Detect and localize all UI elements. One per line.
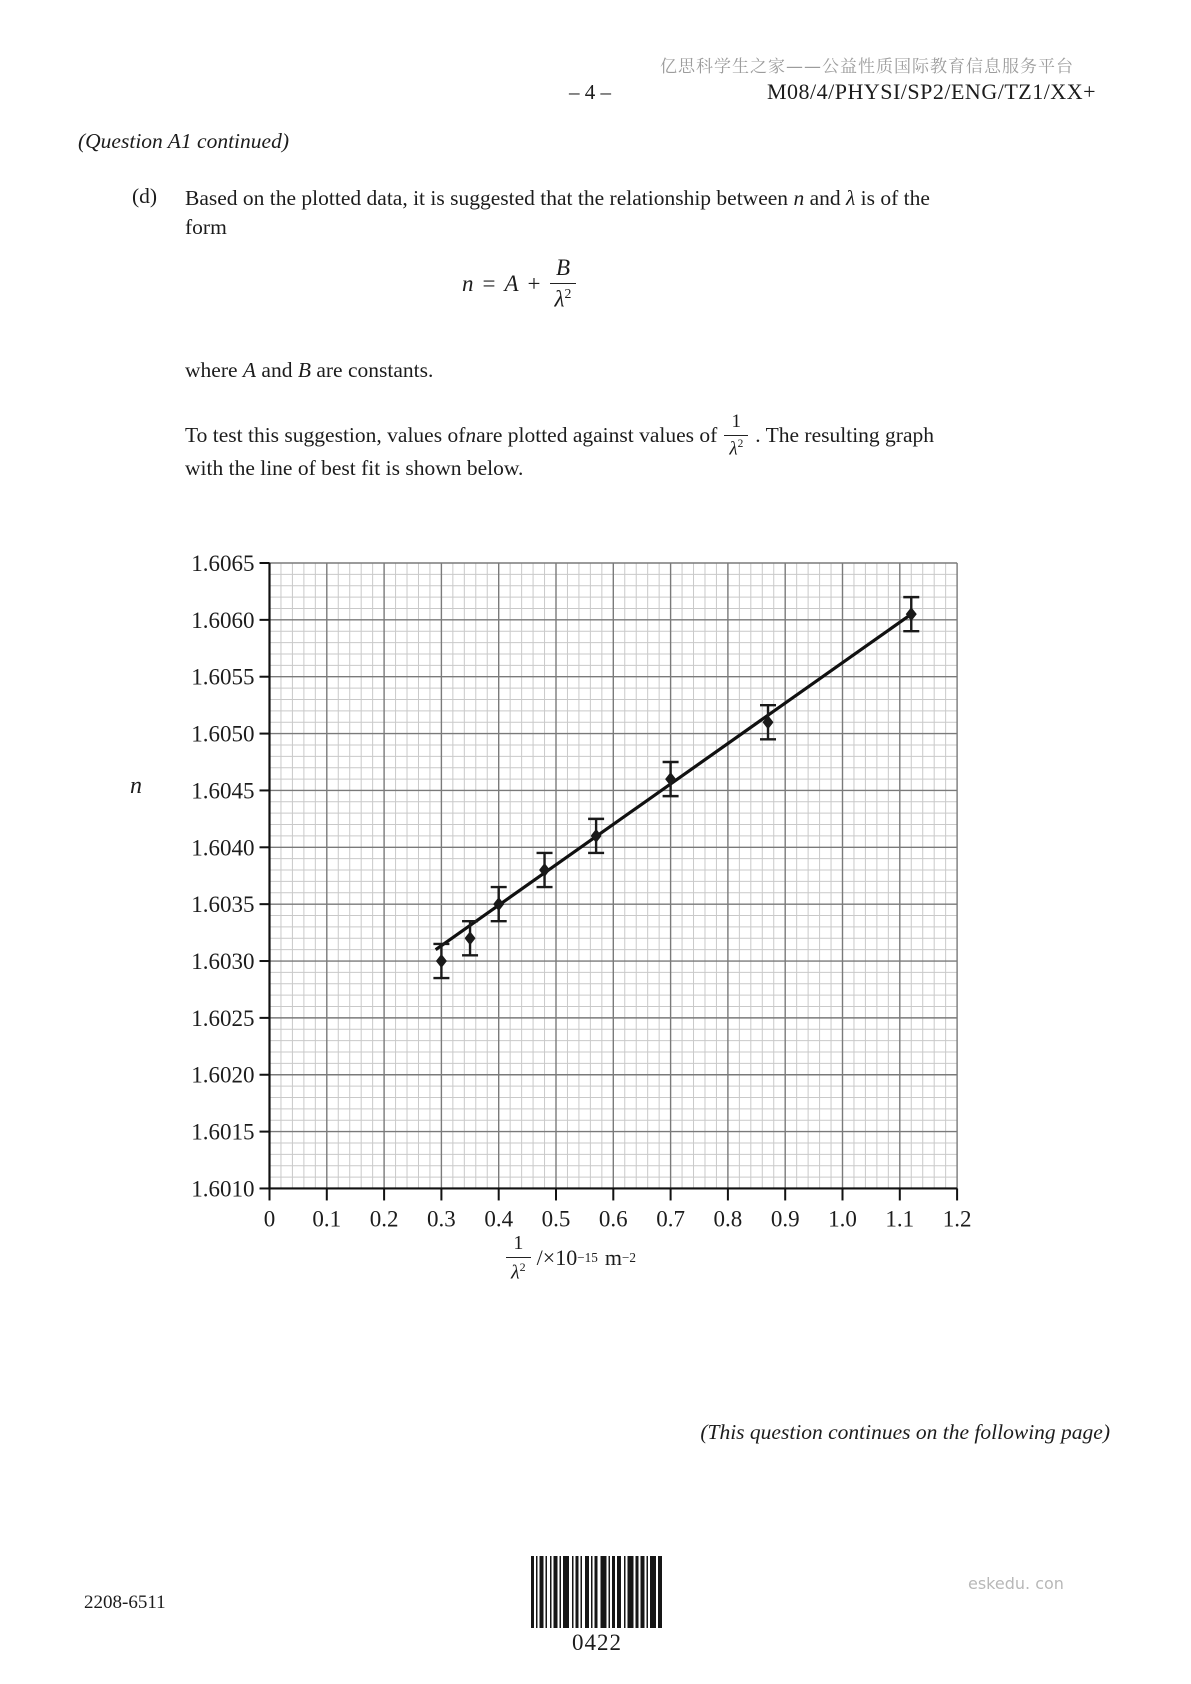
x-tick-label: 0.4 xyxy=(484,1206,514,1232)
constants-line xyxy=(185,358,433,383)
barcode-bar xyxy=(609,1556,611,1628)
var-n: n xyxy=(465,423,477,448)
document-number: 2208-6511 xyxy=(84,1592,166,1613)
barcode-bar xyxy=(563,1556,569,1628)
barcode-bar xyxy=(624,1556,626,1628)
var-lambda: λ xyxy=(845,186,856,210)
test-suggestion-line2: with the line of best fit is shown below. xyxy=(185,456,524,480)
fraction-numerator: 1 xyxy=(731,411,742,432)
text-run: Based on the plotted data, it is suggested that the relationship between xyxy=(185,186,794,210)
y-tick-label: 1.6045 xyxy=(191,778,255,804)
barcode-bar xyxy=(658,1556,662,1628)
graph xyxy=(100,540,1000,1300)
data-point xyxy=(436,954,447,968)
text-run: are plotted against values of xyxy=(476,423,718,448)
barcode-bar xyxy=(647,1556,649,1628)
formula-fraction xyxy=(550,256,577,312)
var-n: n xyxy=(793,186,805,210)
text-run: and xyxy=(256,358,298,382)
text-run: To test this suggestion, values of xyxy=(185,423,466,448)
fraction-denominator: $\lambda^2$ xyxy=(506,1257,531,1284)
barcode-bar xyxy=(612,1556,615,1628)
paper-code: M08/4/PHYSI/SP2/ENG/TZ1/XX+ xyxy=(766,79,1096,104)
barcode-bar xyxy=(585,1556,589,1628)
text-run: is of the xyxy=(855,186,930,210)
barcode-bar xyxy=(572,1556,574,1628)
barcode-bar xyxy=(550,1556,552,1628)
x-tick-label: 0.5 xyxy=(541,1206,571,1232)
y-tick-label: 1.6035 xyxy=(191,892,255,918)
part-d-label: (d) xyxy=(132,184,158,208)
fraction-numerator: B xyxy=(555,255,570,280)
y-tick-label: 1.6010 xyxy=(191,1176,255,1202)
equals-sign: = xyxy=(482,270,496,296)
data-point xyxy=(665,772,676,786)
data-point xyxy=(906,607,917,621)
x-tick-label: 0.3 xyxy=(427,1206,456,1232)
barcode-bar xyxy=(546,1556,548,1628)
formula-var-A: A xyxy=(504,270,519,296)
continuation-note: (This question continues on the following page) xyxy=(700,1420,1110,1444)
xlabel-fraction xyxy=(506,1233,531,1284)
fraction-numerator: 1 xyxy=(513,1232,524,1254)
part-d-text xyxy=(185,184,930,242)
barcode-bar xyxy=(636,1556,639,1628)
x-tick-label: 0.2 xyxy=(369,1206,399,1232)
text-run: are constants. xyxy=(310,358,434,382)
barcode-bar xyxy=(595,1556,598,1628)
x-tick-label: 1.1 xyxy=(885,1206,915,1232)
y-tick-label: 1.6040 xyxy=(191,835,255,861)
x-tick-label: 0.8 xyxy=(713,1206,743,1232)
y-axis-label: n xyxy=(130,773,142,799)
x-tick-label: 0.1 xyxy=(312,1206,342,1232)
barcode-bar xyxy=(650,1556,656,1628)
barcode xyxy=(531,1556,663,1628)
barcode-bar xyxy=(628,1556,634,1628)
barcode-bar xyxy=(591,1556,593,1628)
barcode-bar xyxy=(601,1556,607,1628)
barcode-bar xyxy=(540,1556,544,1628)
y-tick-label: 1.6015 xyxy=(191,1119,255,1145)
x-tick-label: 1.0 xyxy=(828,1206,857,1232)
y-tick-label: 1.6060 xyxy=(191,607,255,633)
barcode-text: 0422 xyxy=(572,1630,622,1655)
x-tick-label: 0.9 xyxy=(770,1206,800,1232)
x-tick-label: 1.2 xyxy=(942,1206,972,1232)
barcode-bar xyxy=(576,1556,579,1628)
formula-n-A-B-lambda xyxy=(462,256,576,312)
formula-var-n: n xyxy=(462,270,474,296)
text-run: form xyxy=(185,215,227,239)
page-number: – 4 – xyxy=(569,80,611,104)
barcode-bar xyxy=(641,1556,645,1628)
x-tick-label: 0.7 xyxy=(656,1206,685,1232)
barcode-bar xyxy=(554,1556,558,1628)
text-run: . The resulting graph xyxy=(755,423,934,448)
xlabel-unit-exponent: −2 xyxy=(621,1250,636,1266)
barcode-bar xyxy=(536,1556,538,1628)
test-suggestion-line1 xyxy=(185,412,934,459)
x-axis-label xyxy=(506,1233,636,1284)
text-run: where xyxy=(185,358,243,382)
fraction-denominator: $\lambda^2$ xyxy=(724,435,748,459)
fraction-denominator: $\lambda^2$ xyxy=(550,283,577,312)
inline-fraction-1-over-lambda2 xyxy=(724,412,748,459)
y-tick-label: 1.6030 xyxy=(191,949,255,975)
barcode-bar xyxy=(581,1556,583,1628)
plus-sign: + xyxy=(527,270,541,296)
site-banner: 亿思科学生之家——公益性质国际教育信息服务平台 xyxy=(660,57,1074,77)
y-tick-label: 1.6020 xyxy=(191,1062,255,1088)
y-tick-label: 1.6050 xyxy=(191,721,255,747)
xlabel-scale-exponent: −15 xyxy=(577,1250,598,1266)
x-tick-label: 0 xyxy=(263,1206,276,1232)
text-run: and xyxy=(804,186,846,210)
var-A: A xyxy=(242,358,257,382)
barcode-bar xyxy=(617,1556,621,1628)
y-tick-label: 1.6055 xyxy=(191,664,255,690)
y-tick-label: 1.6065 xyxy=(191,551,255,576)
var-B: B xyxy=(297,358,311,382)
xlabel-unit: m xyxy=(604,1245,622,1271)
barcode-bar xyxy=(560,1556,562,1628)
y-tick-label: 1.6025 xyxy=(191,1005,255,1031)
barcode-bar xyxy=(531,1556,534,1628)
watermark: eskedu. con xyxy=(968,1574,1064,1593)
x-tick-label: 0.6 xyxy=(598,1206,628,1232)
xlabel-scale: /×10 xyxy=(536,1245,578,1271)
data-point xyxy=(465,931,476,945)
question-continued-note: (Question A1 continued) xyxy=(78,129,289,153)
